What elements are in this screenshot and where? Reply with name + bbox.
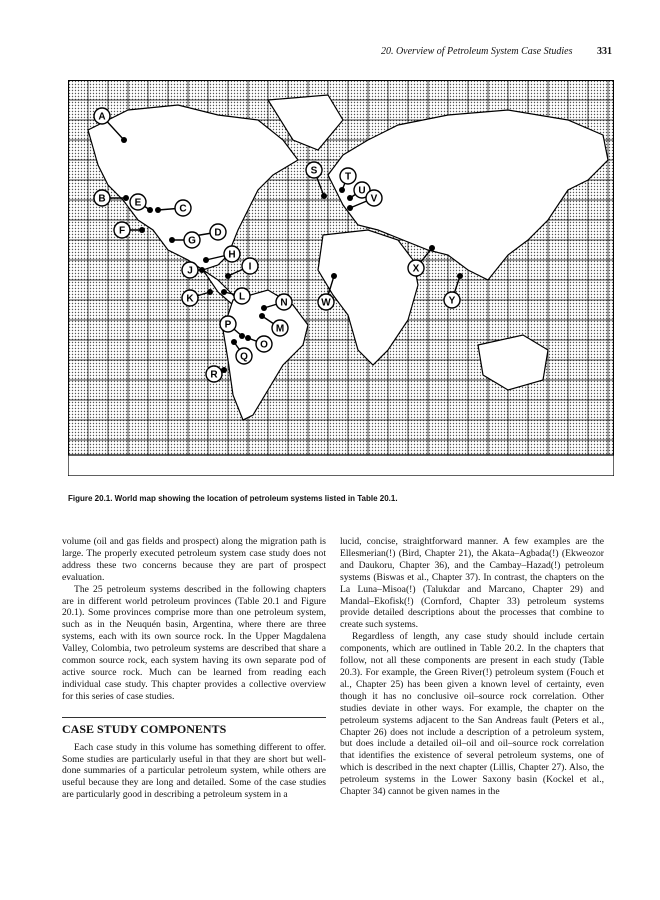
marker-label: E: [134, 197, 142, 209]
marker-label: M: [275, 323, 285, 335]
marker-label: B: [98, 193, 106, 205]
site-dot: [147, 207, 153, 213]
marker-label: N: [280, 297, 288, 309]
marker-label: I: [248, 261, 252, 273]
running-title: 20. Overview of Petroleum System Case Studies: [380, 46, 573, 57]
marker-label: V: [370, 193, 378, 205]
marker-label: J: [187, 265, 193, 277]
marker-label: S: [310, 165, 318, 177]
marker-label: K: [186, 293, 194, 305]
site-dot: [121, 137, 127, 143]
marker-label: W: [321, 297, 331, 309]
page-number: 331: [597, 46, 612, 57]
left-paragraph-2: The 25 petroleum systems described in the following chapters are in different world petroleum provinces (Table 20.1 and Figure 20.1). Some provinces comprise more than one petroleum system, such as in the Neuquén basin, Argentina, where there are three systems, each with its own source rock. In the Upper Magdalena Valley, Colombia, two petroleum systems are described that share a common source rock, each system having its own separate pod of active source rock. Much can be learned from reading each individual case study. This chapter provides a collective overview for this series of case studies.: [62, 583, 326, 702]
running-header: [381, 46, 612, 57]
site-dot: [347, 195, 353, 201]
marker-label: F: [118, 225, 126, 237]
site-dot: [169, 237, 175, 243]
site-dot: [199, 267, 205, 273]
left-paragraph-3: Each case study in this volume has something different to offer. Some studies are particularly useful in that they are short but well-done summaries of a particular petroleum system, while others are useful because they are long and detailed. Some of the case studies are particularly good in describing a petroleum system in a: [62, 741, 326, 801]
site-dot: [457, 273, 463, 279]
marker-label: P: [224, 319, 232, 331]
section-heading: CASE STUDY COMPONENTS: [62, 717, 326, 736]
left-text-column: [62, 536, 326, 801]
site-dot: [259, 313, 265, 319]
site-dot: [139, 227, 145, 233]
marker-label: L: [238, 291, 246, 303]
site-dot: [339, 187, 345, 193]
left-paragraph-1: volume (oil and gas fields and prospect) along the migration path is large. The properly executed petroleum system case study does not address these two concerns because they are part of prospect evaluation.: [62, 536, 326, 583]
site-dot: [203, 257, 209, 263]
site-dot: [261, 305, 267, 311]
marker-label: Q: [240, 351, 248, 363]
site-dot: [225, 273, 231, 279]
marker-label: T: [344, 171, 352, 183]
site-dot: [321, 193, 327, 199]
site-dot: [155, 207, 161, 213]
marker-label: H: [228, 249, 236, 261]
marker-label: Y: [448, 295, 456, 307]
site-dot: [347, 205, 353, 211]
right-paragraph-2: Regardless of length, any case study should include certain components, which are outlined in Table 20.2. In the chapters that follow, not all these components are present in each study (Table 20.3). For example, the Green River(!) petroleum system (Fouch et al., Chapter 25) has been given a known level of certainty, even though it has no conclusive oil–source rock correlation. Other studies deviate in other ways. For example, the chapter on the petroleum systems adjacent to the San Andreas fault (Peters et al., Chapter 26) does not include a description of a petroleum system, but does include a detailed oil–oil and oil–source rock correlation that identifies the existence of several petroleum systems, one of which is described in the next chapter (Lillis, Chapter 27). Also, the petroleum systems in the Lower Saxony basin (Kockel et al., Chapter 34) cannot be given names in the: [340, 631, 604, 798]
site-dot: [331, 273, 337, 279]
site-dot: [231, 339, 237, 345]
marker-label: U: [358, 185, 366, 197]
world-map-figure: [68, 80, 614, 476]
marker-label: O: [260, 339, 268, 351]
site-dot: [245, 335, 251, 341]
figure-caption: Figure 20.1. World map showing the location of petroleum systems listed in Table 20.1.: [68, 494, 398, 503]
marker-label: X: [412, 263, 420, 275]
site-dot: [123, 195, 129, 201]
marker-label: D: [214, 227, 222, 239]
site-dot: [429, 245, 435, 251]
site-dot: [239, 333, 245, 339]
landmass-antarctica: [68, 455, 614, 476]
world-map: [68, 80, 614, 476]
marker-label: G: [188, 235, 196, 247]
right-text-column: [340, 536, 604, 798]
marker-label: C: [179, 203, 187, 215]
right-paragraph-1: lucid, concise, straightforward manner. A few examples are the Ellesmerian(!) (Bird, Chapter 21), the Akata–Agbada(!) (Ekweozor and Daukoru, Chapter 36), and the Cambay–Hazad(!) petroleum systems (Biswas et al., Chapter 37). In contrast, the chapters on the La Luna–Misoa(!) (Talukdar and Marcano, Chapter 29) and Mandal–Ekofisk(!) (Cornford, Chapter 33) petroleum systems provide detailed descriptions about the processes that combine to create such systems.: [340, 536, 604, 631]
site-dot: [221, 289, 227, 295]
marker-label: R: [210, 369, 218, 381]
site-dot: [207, 289, 213, 295]
marker-label: A: [98, 111, 106, 123]
